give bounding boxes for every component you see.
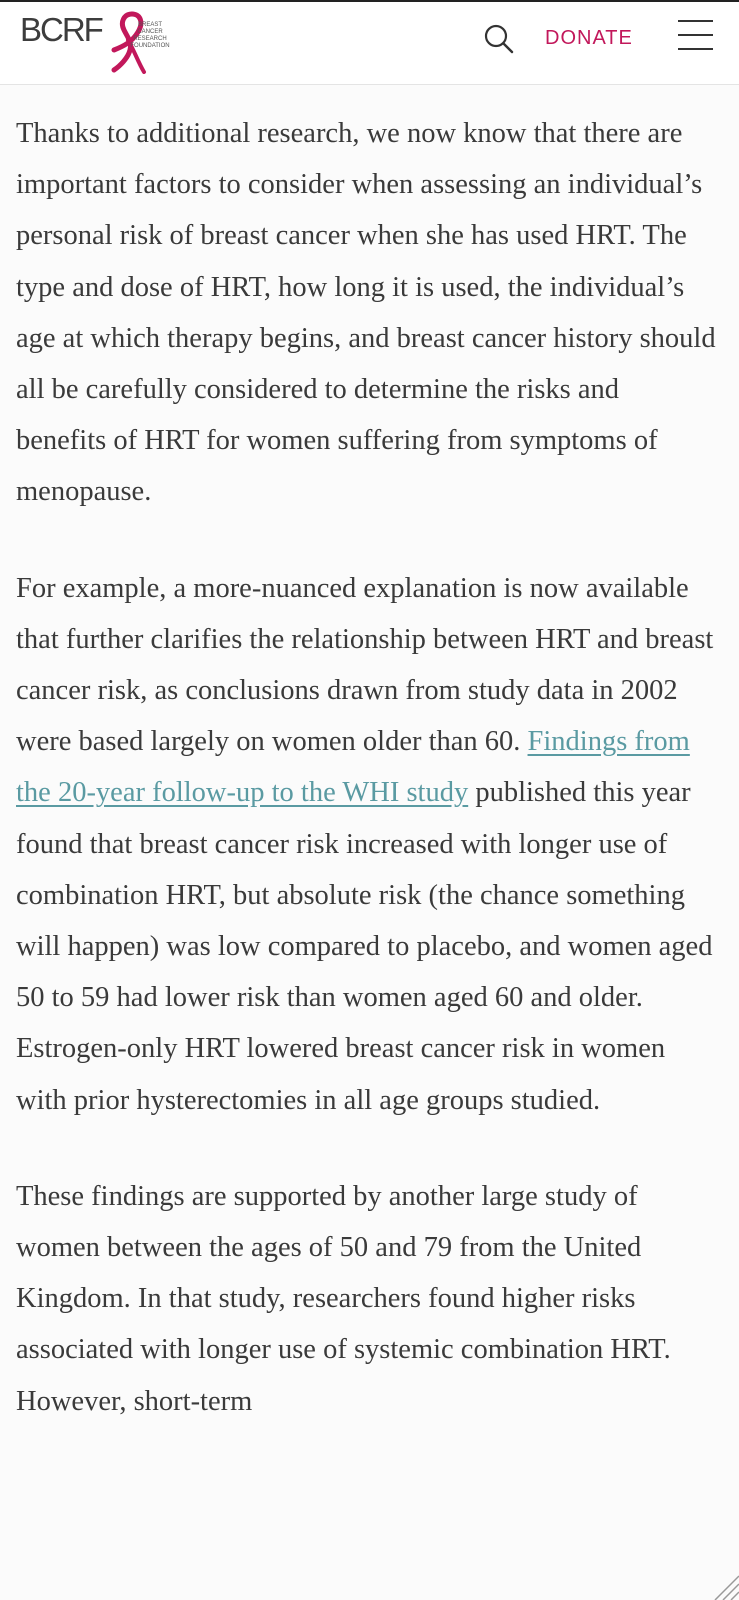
donate-button[interactable]: DONATE bbox=[545, 27, 633, 49]
whi-study-link[interactable]: Findings from the 20-year follow-up to the WHI study bbox=[16, 726, 690, 809]
search-button[interactable] bbox=[482, 22, 518, 58]
resize-handle-icon[interactable] bbox=[711, 1572, 739, 1600]
paragraph-3: These findings are supported by another large study of women between the ages of 50 and 79 from the United Kingdom. In that study, researchers found higher risks associated with longer use of systemic combination HRT. However, short-term bbox=[16, 1180, 671, 1417]
menu-button[interactable] bbox=[678, 20, 714, 52]
logo-subtitle: BREAST CANCER RESEARCH FOUNDATION bbox=[130, 22, 170, 49]
paragraph-1: Thanks to additional research, we now know that there are important factors to consider when assessing an individual’s personal risk of breast cancer when she has used HRT. The type and dose of HRT, how long it is used, the individual’s age at which therapy begins, and breast cancer history should all be carefully considered to determine the risks and benefits of HRT for women suffering from symptoms of menopause. bbox=[16, 118, 716, 508]
search-icon bbox=[482, 22, 518, 58]
bcrf-logo[interactable] bbox=[20, 10, 180, 72]
site-header bbox=[0, 2, 739, 85]
logo-wordmark: BCRF bbox=[20, 11, 102, 48]
hamburger-menu-icon bbox=[678, 20, 713, 22]
article-body bbox=[16, 108, 716, 1472]
paragraph-2: For example, a more-nuanced explanation is now available that further clarifies the relationship between HRT and breast cancer risk, as conclusions drawn from study data in 2002 were based largely on women older than 60. Findings from the 20-year follow-up to the WHI study published this year found that breast cancer risk increased with longer use of combination HRT, but absolute risk (the chance something will happen) was low compared to placebo, and women aged 50 to 59 had lower risk than women aged 60 and older. Estrogen-only HRT lowered breast cancer risk in women with prior hysterectomies in all age groups studied. bbox=[16, 572, 714, 1116]
